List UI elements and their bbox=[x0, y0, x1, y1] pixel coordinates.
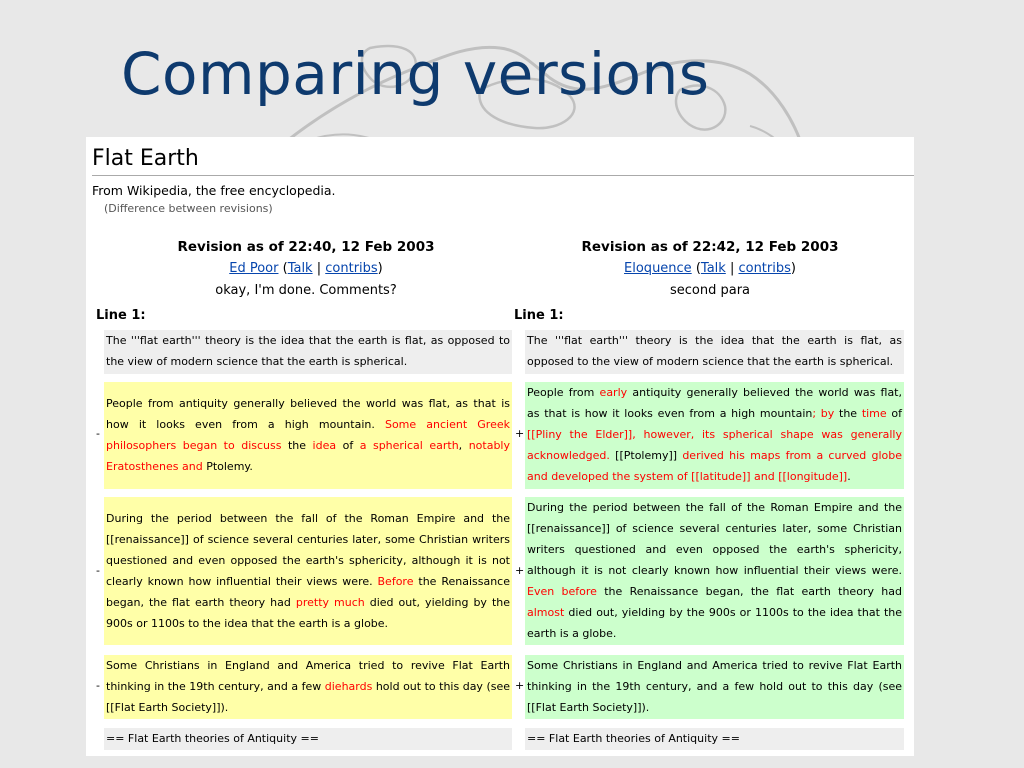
right-revision-header bbox=[540, 236, 880, 302]
right-edit-summary: second para bbox=[669, 283, 751, 298]
changed-text: Even before bbox=[527, 585, 597, 598]
diff-text: the Renaissance began, the flat earth theory had bbox=[106, 575, 510, 609]
diff-text: People from bbox=[527, 386, 600, 399]
diff-text: == Flat Earth theories of Antiquity == bbox=[527, 732, 740, 745]
left-user-link[interactable]: Ed Poor bbox=[229, 261, 279, 276]
diff-text: , bbox=[458, 439, 469, 452]
diff-text: Ptolemy. bbox=[202, 460, 253, 473]
changed-text: time bbox=[861, 407, 887, 420]
diff-text: The '''flat earth''' theory is the idea that the earth is flat, as opposed to the view of modern science that the earth is spherical. bbox=[106, 334, 510, 368]
deletion-marker: - bbox=[96, 427, 100, 440]
diff-text: During the period between the fall of the Roman Empire and the [[renaissance]] of science several centuries later, some Christian writers questioned and even opposed the earth's sphericity, although it is not clearly known how influential their views were. bbox=[106, 512, 510, 588]
diff-context-right bbox=[525, 728, 904, 750]
changed-text: derived his maps from a curved globe and developed the system of [[latitude]] and [[longitude]] bbox=[527, 449, 903, 483]
right-revision-heading: Revision as of 22:42, 12 Feb 2003 bbox=[581, 239, 839, 255]
changed-text: idea bbox=[312, 439, 337, 452]
diff-text: of bbox=[336, 439, 360, 452]
diff-text: antiquity generally believed the world was flat, as that is how it looks even from a high mountain bbox=[527, 386, 902, 420]
changed-text: a spherical earth bbox=[359, 439, 459, 452]
changed-text: pretty much bbox=[295, 596, 365, 609]
diff-context-left bbox=[104, 728, 512, 750]
left-revision-heading: Revision as of 22:40, 12 Feb 2003 bbox=[177, 239, 435, 255]
left-edit-summary: okay, I'm done. Comments? bbox=[215, 283, 397, 298]
diff-deleted-left bbox=[104, 497, 512, 645]
diff-text: hold out to this day (see [[Flat Earth Society]]). bbox=[106, 680, 511, 714]
left-talk-link[interactable]: Talk bbox=[287, 261, 313, 276]
diff-added-right bbox=[525, 382, 904, 489]
diff-added-right bbox=[525, 497, 904, 645]
diff-text: the bbox=[834, 407, 862, 420]
addition-marker: + bbox=[515, 564, 525, 577]
changed-text: early bbox=[599, 386, 628, 399]
diff-text: died out, yielding by the 900s or 1100s to the idea that the earth is a globe. bbox=[527, 606, 902, 640]
diff-text: Some Christians in England and America tried to revive Flat Earth thinking in the 19th century, and a few hold out to this day (see [[Flat Earth Society]]). bbox=[527, 659, 902, 714]
diff-text: The '''flat earth''' theory is the idea that the earth is flat, as opposed to the view of modern science that the earth is spherical. bbox=[527, 334, 902, 368]
left-revision-header bbox=[136, 236, 476, 302]
diff-added-right bbox=[525, 655, 904, 719]
changed-text: almost bbox=[527, 606, 565, 619]
right-revision-user-line: Eloquence (Talk | contribs) bbox=[624, 261, 796, 276]
left-contribs-link[interactable]: contribs bbox=[325, 261, 378, 276]
diff-text: died out, yielding by the 900s or 1100s to the idea that the earth is a globe. bbox=[106, 596, 510, 630]
right-talk-link[interactable]: Talk bbox=[700, 261, 726, 276]
slide-title: Comparing versions bbox=[121, 40, 710, 108]
wiki-diff-screenshot bbox=[86, 137, 914, 756]
deletion-marker: - bbox=[96, 679, 100, 692]
diff-text: During the period between the fall of the Roman Empire and the [[renaissance]] of science several centuries later, some Christian writers questioned and even opposed the earth's sphericity, although it is not clearly known how influential their views were. bbox=[527, 501, 902, 577]
article-source: From Wikipedia, the free encyclopedia. bbox=[92, 183, 336, 198]
diff-text: == Flat Earth theories of Antiquity == bbox=[106, 732, 319, 745]
diff-text: People from antiquity generally believed the world was flat, as that is how it looks even from a high mountain. bbox=[106, 397, 510, 431]
diff-text: the bbox=[281, 439, 313, 452]
diff-text: of bbox=[886, 407, 903, 420]
changed-text: notably Eratosthenes and bbox=[106, 439, 510, 473]
addition-marker: + bbox=[515, 427, 525, 440]
article-title: Flat Earth bbox=[92, 146, 199, 171]
right-contribs-link[interactable]: contribs bbox=[738, 261, 791, 276]
title-divider bbox=[92, 175, 914, 176]
changed-text: [[Pliny the Elder]], however, its spherical shape was generally acknowledged. bbox=[527, 428, 902, 462]
left-revision-user-line: Ed Poor (Talk | contribs) bbox=[229, 261, 383, 276]
diff-deleted-left bbox=[104, 382, 512, 489]
right-line-number: Line 1: bbox=[514, 308, 564, 323]
diff-note: (Difference between revisions) bbox=[104, 202, 273, 215]
right-user-link[interactable]: Eloquence bbox=[624, 261, 692, 276]
addition-marker: + bbox=[515, 679, 525, 692]
deletion-marker: - bbox=[96, 564, 100, 577]
changed-text: Before bbox=[377, 575, 414, 588]
diff-context-left bbox=[104, 330, 512, 374]
changed-text: diehards bbox=[324, 680, 373, 693]
diff-context-right bbox=[525, 330, 904, 374]
diff-text: Some Christians in England and America tried to revive Flat Earth thinking in the 19th century, and a few bbox=[106, 659, 510, 693]
diff-deleted-left bbox=[104, 655, 512, 719]
diff-text: the Renaissance began, the flat earth theory had bbox=[596, 585, 902, 598]
left-line-number: Line 1: bbox=[96, 308, 146, 323]
changed-text: ; by bbox=[812, 407, 835, 420]
diff-text: . bbox=[847, 470, 851, 483]
changed-text: Some ancient Greek philosophers began to discuss bbox=[106, 418, 510, 452]
diff-text: [[Ptolemy]] bbox=[609, 449, 683, 462]
